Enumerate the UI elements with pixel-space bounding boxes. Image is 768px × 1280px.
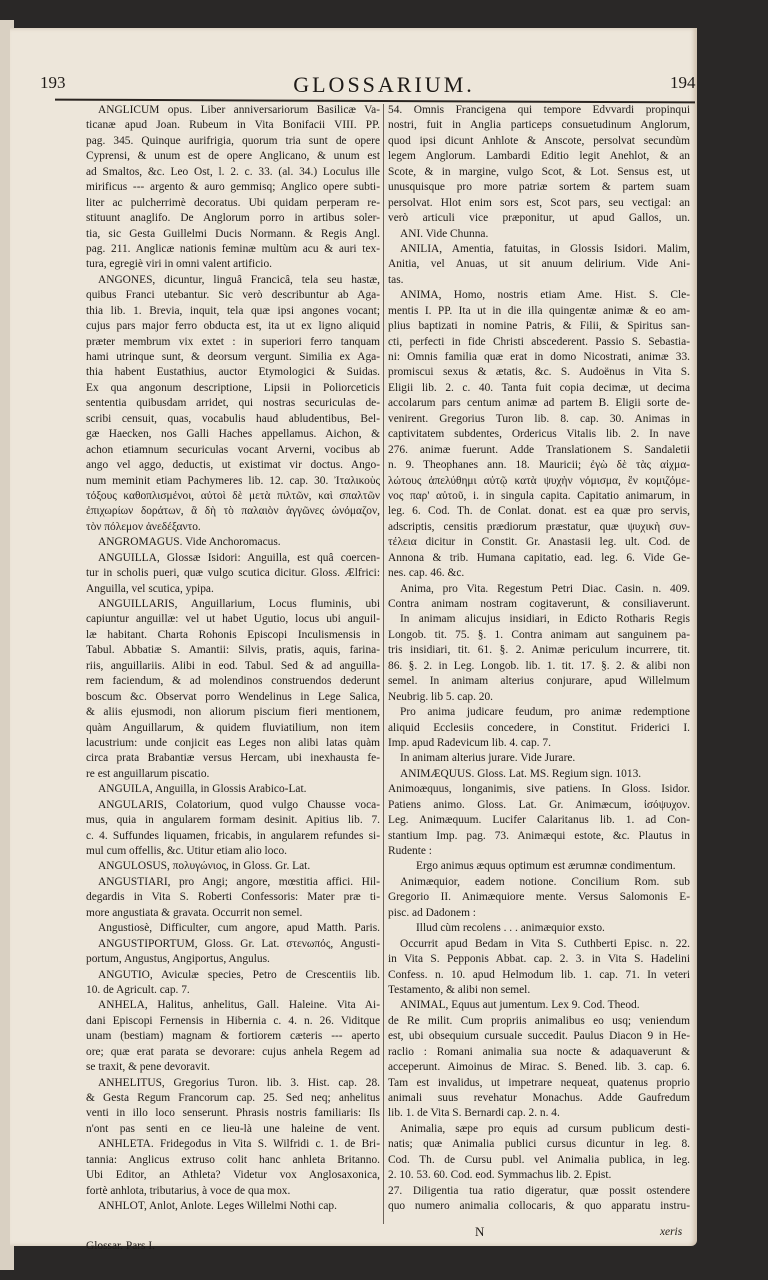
text-line: ANGLICUM opus. Liber anniversariorum Basilicæ Va- <box>98 104 380 116</box>
text-line: Pro anima judicare feudum, pro animæ redemptione <box>400 706 690 719</box>
text-line: ANIMA, Homo, nostris etiam Ame. Hist. S. Cle- <box>400 289 690 302</box>
text-line: liter ac pulcherrimè decoratus. Ubi quidam perperam re- <box>86 196 380 209</box>
text-line: legem Anglorum. Lambardi Editio legit Anehlot, & an <box>388 150 690 163</box>
column-divider <box>383 104 384 1224</box>
text-line: Anima, pro Vita. Regestum Petri Diac. Casin. n. 409. <box>400 582 690 595</box>
text-line: ANGUSTIARI, pro Angi; angore, mœstitia affici. Hil- <box>98 875 380 888</box>
text-line: quàm Anguillarum, & quidem fluviatilium, non item <box>86 721 380 734</box>
text-line: præter membrum vix extet : in superiori ferro tanquam <box>86 335 380 348</box>
text-line: ticanæ apud Joan. Rubeum in Vita Bonifacii VIII. PP. <box>86 119 380 132</box>
text-line: ANIMAL, Equus aut jumentum. Lex 9. Cod. Theod. <box>400 999 640 1012</box>
text-line: Gregorio II. Animæquiore mente. Versus Salomonis E- <box>388 891 690 904</box>
text-line: 54. Omnis Francigena qui tempore Edvvardi propinqui <box>388 104 690 116</box>
text-line: circa prata Brabantiæ versus Hercam, ubi inexhausta fe- <box>86 752 380 765</box>
text-line: Tam est invalidus, ut impetrare nequeat, quatenus proprio <box>388 1076 690 1089</box>
text-line: Patiens animo. Gloss. Lat. Gr. Animæcum, ἰσόψυχον. <box>388 798 690 811</box>
text-line: mul cum offellis, &c. Utitur etiam alio loco. <box>86 845 287 857</box>
text-line: Rudente : <box>388 845 432 857</box>
text-line: plius baptizati in nomine Patris, & Filii, & Spiritus san- <box>388 320 690 333</box>
text-line: acceperunt. Aimoinus de Mirac. S. Bened. lib. 3. cap. 6. <box>388 1061 690 1074</box>
text-line: stituunt anaglifo. De Anglorum porro in artibus soler- <box>86 212 380 225</box>
text-line: riis, anguillariis. Alibi in eod. Tabul. Sed & ad anguilla- <box>86 659 380 672</box>
text-line: accolarum pars centum animæ ad partem B. Eligii sorte de- <box>388 397 690 410</box>
text-line: tura, egregiè viri in omni valent artificio. <box>86 258 272 271</box>
text-line: semel. In animam alterius conjurare, apud Willelmum <box>388 675 690 688</box>
text-line: de Re milit. Cum propriis animalibus eo usq; veniendum <box>388 1014 690 1027</box>
text-line: c. 4. Suffundes liquamen, fricabis, in angularem refundes si- <box>86 829 380 842</box>
text-line: stantium Imp. pag. 73. Animæqui estote, &c. Plautus in <box>388 829 690 842</box>
signature-mark: N <box>475 1224 485 1239</box>
text-line: ANHELA, Halitus, anhelitus, Gall. Haleine. Vita Ai- <box>98 999 380 1012</box>
text-line: Animalia, sæpe pro equis ad cursum publicum desti- <box>400 1122 690 1135</box>
text-line: dani Episcopi Fernensis in Hibernia c. 4. n. 26. Viditque <box>86 1014 380 1027</box>
text-line: 86. §. 2. in Leg. Longob. lib. 1. tit. 17. §. 2. & alibi non <box>388 659 690 672</box>
text-line: verò articuli vice præponitur, ut apud Gallos, un. <box>388 212 690 225</box>
text-line: ANHLETA. Fridegodus in Vita S. Wilfridi c. 1. de Bri- <box>98 1138 380 1151</box>
text-line: gæ Haecken, nos Galli Haches appellamus. Aichon, & <box>86 428 380 441</box>
text-line: In animam alterius jurare. Vide Jurare. <box>400 752 576 765</box>
text-line: τόξους καθοπλισμένοι, αὐτοὶ δὲ μετὰ πιλτῶν, καὶ σπαλτῶν <box>86 489 380 502</box>
text-line: nes. cap. 46. &c. <box>388 567 465 580</box>
catchword: xeris <box>660 1226 683 1238</box>
text-line: quo numero animalia collocaris, & quo apparatu instru- <box>388 1200 690 1213</box>
text-line: ANGROMAGUS. Vide Anchoromacus. <box>98 536 281 549</box>
text-line: quod ipsi dicunt Anhlote & Anscote, persolvat secundùm <box>388 134 690 147</box>
text-line: ango vel aggo, deductis, ut existimat vir doctus. Ango- <box>86 459 380 472</box>
text-line: nostri, fuit in Anglia particeps consuetudinum Anglorum, <box>388 119 690 132</box>
text-line: ANGULARIS, Colatorium, quod vulgo Chausse voca- <box>98 798 380 811</box>
text-line: Angustiosè, Difficulter, cum angore, apud Matth. Paris. <box>98 922 380 935</box>
text-line: portum, Angustus, Angiportus, Angulus. <box>86 953 270 966</box>
text-line: venti in illo loco senserunt. Phrasis nostris familiaris: Ils <box>86 1107 380 1120</box>
text-line: λώτους ἀπελύθημι αὐτῷ κατὰ ψυχὴν νόμισμα, ἓν κομιζόμε- <box>388 474 690 487</box>
text-line: Cod. Th. de Cursu publ. vel Animalia publica, in leg. <box>388 1153 690 1166</box>
text-line: Ergo animus æquus optimum est ærumnæ condimentum. <box>416 860 676 873</box>
text-line: tur in scholis pueri, quæ vulgo scutica dicitur. Gloss. Ælfrici: <box>86 567 380 580</box>
text-line: ANGONES, dicuntur, linguâ Francicâ, tela seu hastæ, <box>98 273 380 286</box>
text-line: ANI. Vide Chunna. <box>400 227 489 240</box>
text-line: Cyprensi, & unum est de opere Anglicano, & unum est <box>86 150 380 163</box>
text-line: Occurrit apud Bedam in Vita S. Cuthberti Episc. n. 22. <box>400 937 690 950</box>
text-line: aliquid Ecclesiis concedere, in Constitut. Friderici I. <box>388 721 690 734</box>
text-line: Contra animam nostram cogitaverunt, & consiliaverunt. <box>388 598 690 610</box>
text-line: 27. Diligentia tua ratio digeratur, quæ possit ostendere <box>388 1184 690 1197</box>
text-line: captivitatem subdentes, Ordericus Vitalis lib. 2. In nave <box>388 428 690 441</box>
text-line: n. 9. Theophanes ann. 18. Mauricii; ἐγὼ δὲ τὰς αἰχμα- <box>388 459 690 472</box>
text-line: cujus pars major ferro obducta est, ita ut ex ligno aliquid <box>86 320 380 333</box>
text-line: Scote, & in margine, vulgo Scot, & Lot. Sensus est, ut <box>388 165 690 178</box>
text-line: tris insidiari, tit. 61. §. 2. Animæ periculum incurrere, tit. <box>388 644 690 657</box>
text-line: ANHELITUS, Gregorius Turon. lib. 3. Hist. cap. 28. <box>98 1076 380 1089</box>
text-line: est, ubi obsequium cursuale succedit. Paulus Diacon 9 in He- <box>388 1030 690 1043</box>
text-line: Eligii lib. 2. c. 40. Tanta fuit copia decimæ, ut decima <box>388 381 690 394</box>
text-line: Animæquior, eadem notione. Concilium Rom. sub <box>400 875 690 888</box>
text-line: rem faciendum, & ad molendinos construendos dederunt <box>86 675 380 688</box>
text-line: τέλεια dicitur in Constit. Gr. Anastasii leg. ult. Cod. de <box>388 536 690 549</box>
left-column <box>86 103 380 1215</box>
running-title: GLOSSARIUM. <box>293 72 475 97</box>
right-column <box>388 103 690 1215</box>
text-line: ANHLOT, Anlot, Anlote. Leges Willelmi Nothi cap. <box>98 1200 337 1213</box>
text-line: se traxit, & pene devoravit. <box>86 1061 210 1074</box>
text-line: Leg. Animæquum. Lucifer Calaritanus lib. 1. ad Con- <box>388 814 690 827</box>
text-line: venirent. Gregorius Turon lib. 8. cap. 30. Animas in <box>388 412 690 425</box>
text-line: Tabul. Abbatiæ S. Amantii: Silvis, pratis, aquis, farina- <box>86 644 380 657</box>
text-line: persolvat. Hlot enim sors est, Scot pars, seu vectigal: an <box>388 196 690 209</box>
text-line: ad Smaltos, &c. Leo Ost, l. 2. c. 33. (al. 34.) Loculus ille <box>86 165 380 178</box>
text-line: capiuntur anguillæ: vel ut habet Ugutio, locus ubi anguil- <box>86 613 380 626</box>
text-line: promiscui sexus & ætatis, &c. S. Audoënus in Vita S. <box>388 366 690 379</box>
text-line: more angustiata & gravata. Occurrit non semel. <box>86 906 303 919</box>
text-line: In animam alicujus insidiari, in Edicto Rotharis Regis <box>400 613 690 626</box>
text-line: mirificus --- argento & auro gemmisq; Anglico opere subti- <box>86 181 380 194</box>
text-line: Illud cùm recolens . . . animæquior exsto. <box>416 922 605 935</box>
text-line: ANGUTIO, Aviculæ species, Petro de Crescentiis lib. <box>98 968 380 981</box>
text-line: n'ont pas senti en ce lieu-là une haleine de vent. <box>86 1122 380 1135</box>
text-line: hami utrinque sunt, & deorsum vergunt. Similia ex Aga- <box>86 351 380 363</box>
text-line: sententia quibusdam arridet, qui nostras securiculas de- <box>86 397 380 410</box>
text-line: tia, sic Gesta Guillelmi Ducis Normann. & Regis Angl. <box>86 227 380 240</box>
text-line: lib. 1. de Vita S. Bernardi cap. 2. n. 4. <box>388 1107 560 1120</box>
text-line: Animoæquus, longanimis, sive patiens. In Gloss. Isidor. <box>388 783 690 796</box>
text-line: Ex qua angonum descriptione, Lipsii in Poliorceticis <box>86 381 380 394</box>
text-line: unusquisque pro more patriæ sortem & partem suam <box>388 181 690 194</box>
text-line: ANGUSTIPORTUM, Gloss. Gr. Lat. στενωπός, Angusti- <box>98 937 380 950</box>
text-line: 2. 10. 53. 60. Cod. eod. Symmachus lib. 2. Epist. <box>388 1169 612 1182</box>
text-line: fortè anhlota, tributarius, à voce de qua mox. <box>86 1184 291 1197</box>
text-line: Anitia, vel Anuas, ut sit anuum delirium. Vide Ani- <box>388 258 690 271</box>
text-line: Longob. tit. 75. §. 1. Contra animam aut sanguinem pa- <box>388 628 690 641</box>
text-line: 276. animæ fuerunt. Adde Translationem S. Sandaletii <box>388 443 690 456</box>
text-line: scribi censuit, quas, vocabulis haud abludentibus, Bel- <box>86 412 380 425</box>
text-line: pag. 211. Anglicæ nationis feminæ multùm acu & auri tex- <box>86 242 380 255</box>
text-line: quibus Franci utebantur. Sic verò describuntur ab Aga- <box>86 289 380 302</box>
text-line: boscum &c. Observat porro Wendelinus in Lege Salica, <box>86 690 380 703</box>
left-page-number: 193 <box>40 73 66 92</box>
text-line: & Gesta Regum Francorum cap. 25. Sed neq; anhelitus <box>86 1092 380 1104</box>
text-line: Imp. apud Radevicum lib. 4. cap. 7. <box>388 736 551 749</box>
text-line: pag. 345. Quinque aurifrigia, quorum tria sunt de opere <box>86 134 380 147</box>
text-line: læ habitant. Charta Rohonis Episcopi Inculismensis in <box>86 628 380 641</box>
text-line: animali suus revehatur Monachus. Adde Gaufredum <box>388 1092 690 1104</box>
text-line: num meminit etiam Pachymeres lib. 12. cap. 30. Ἰταλικοὺς <box>86 474 380 487</box>
text-line: adscriptis, censitis prædiorum præstatur, quæ ψυχικὴ συν- <box>388 520 690 533</box>
text-line: ANIMÆQUUS. Gloss. Lat. MS. Regium sign. 1013. <box>400 767 642 780</box>
text-line: Ubi Editor, an Athleta? Videtur vox Anglosaxonica, <box>86 1169 380 1182</box>
text-line: thia habent Eustathius, auctor Etymologici & Suidas. <box>86 366 380 379</box>
text-line: τὸν πόλεμον ἀνεδέξαντο. <box>86 520 201 533</box>
text-line: ANGUILLARIS, Anguillarium, Locus fluminis, ubi <box>98 598 380 610</box>
footer-note: Glossar. Pars I. <box>86 1240 155 1252</box>
text-line: achon etiamnum securiculas vocant Arverni, vocibus ab <box>86 443 380 456</box>
text-line: νος παρ' αὐτοῦ, i. in singula capita. Capitatio animarum, in <box>388 489 690 502</box>
text-line: 10. de Agricult. cap. 7. <box>86 983 190 996</box>
text-line: Neubrig. lib 5. cap. 20. <box>388 690 494 703</box>
text-line: lacustrium: unde conjicit eas Leges non alibi latas quàm <box>86 736 380 749</box>
text-line: mus, quia in angularem formam desinit. Apitius lib. 7. <box>86 814 380 827</box>
text-line: tas. <box>388 273 404 286</box>
text-line: ἐπιχωρίων δοράτων, ἃ δὴ τὸ παλαιὸν ἀγγῶνες ὠνόμαζον, <box>86 505 380 518</box>
text-line: & aliis ejusmodi, non aliorum piscium fieri mentionem, <box>86 706 380 719</box>
text-line: Anguilla, vel scutica, ypipa. <box>86 582 214 595</box>
text-line: in Vita S. Pepponis Abbat. cap. 2. 3. in Vita S. Hadelini <box>388 953 690 966</box>
text-line: degardis in Vita S. Roberti Confessoris: Mater præ ti- <box>86 891 380 904</box>
text-line: ANGUILA, Anguilla, in Glossis Arabico-Lat. <box>98 783 307 796</box>
text-line: ni: Omnis familia quæ erat in domo Nicostrati, animæ 33. <box>388 351 690 363</box>
text-line: Confess. n. 10. apud Helmodum lib. 1. cap. 71. In veteri <box>388 968 690 981</box>
text-line: tannia: Anglicus extruso colit hanc anhleta Britanno. <box>86 1153 380 1166</box>
text-line: natis; quæ Animalia publici cursus dicuntur in leg. 8. <box>388 1138 690 1151</box>
text-line: ANGULOSUS, πολυγώνιος, in Gloss. Gr. Lat. <box>98 860 311 873</box>
right-page-number: 194 <box>670 73 696 92</box>
text-line: re est anguillarum piscatio. <box>86 767 210 780</box>
text-line: mentis I. PP. Ita ut in die illa quingentæ animæ & eo am- <box>388 304 690 317</box>
text-line: pisc. ad Dadonem : <box>388 906 476 919</box>
text-line: thia lib. 1. Brevia, inquit, tela quæ ipsi angones vocant; <box>86 304 380 317</box>
text-line: cti, perfecti in fide Christi abscederent. Passio S. Sebastia- <box>388 335 690 348</box>
text-line: ore; quæ erat parata se devorare: cujus anhela Regem ad <box>86 1045 380 1058</box>
text-line: Annona & trib. Humana capitatio, ead. leg. 6. Vide Ge- <box>388 551 690 564</box>
text-line: leg. 6. Cod. Th. de Conlat. donat. est ea quæ pro servis, <box>388 505 690 518</box>
text-line: ANILIA, Amentia, fatuitas, in Glossis Isidori. Malim, <box>400 242 690 255</box>
text-line: unam (bestiam) magnam & fortiorem cæteris --- aperto <box>86 1030 380 1043</box>
text-line: raclio : Romani animalia sua nocte & adaquaverunt & <box>388 1045 690 1058</box>
text-line: ANGUILLA, Glossæ Isidori: Anguilla, est quâ coercen- <box>98 551 380 564</box>
text-line: Testamento, & alibi non semel. <box>388 983 531 996</box>
